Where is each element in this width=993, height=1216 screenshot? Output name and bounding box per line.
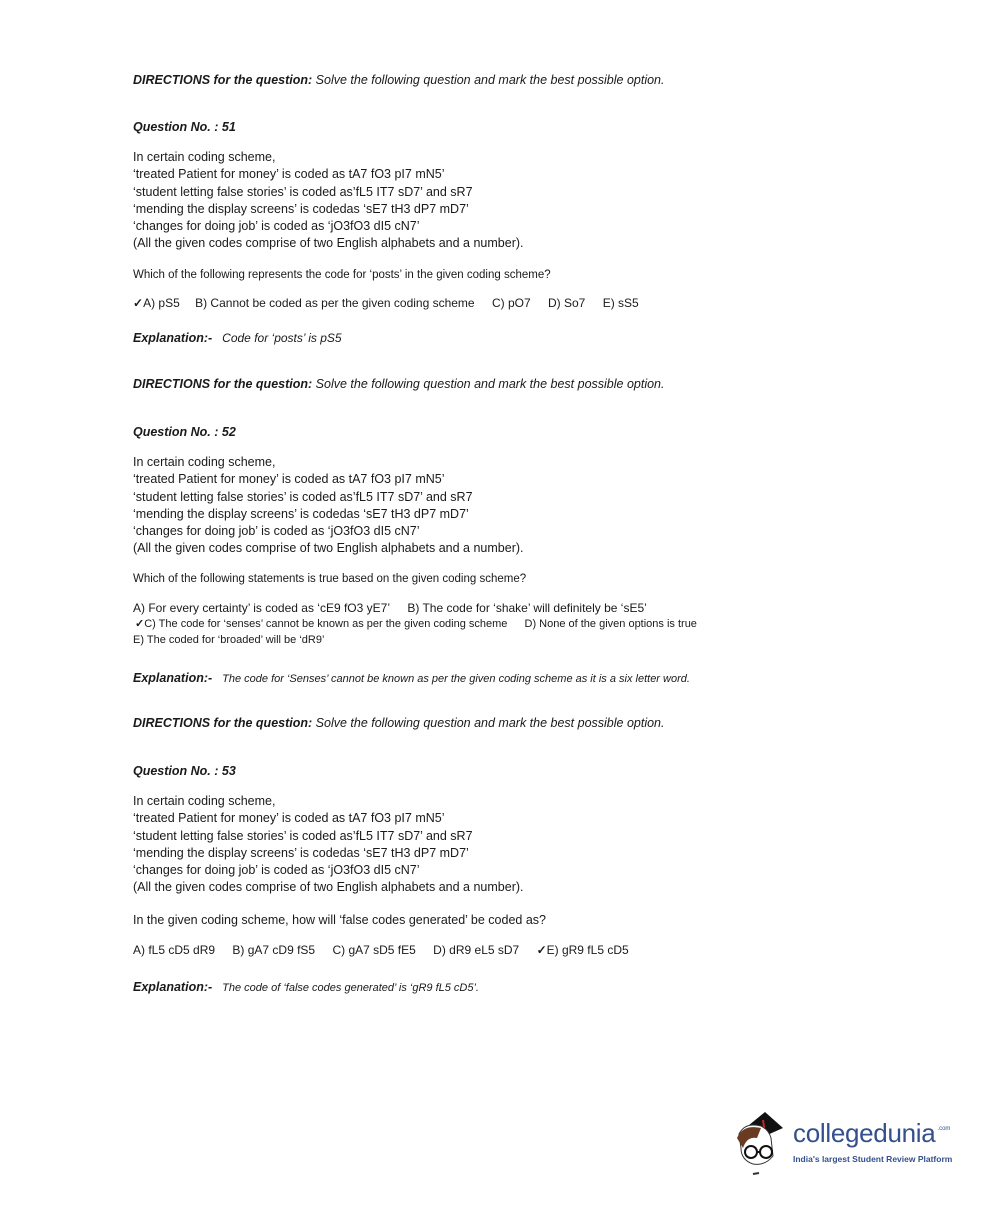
question-number: Question No. : 52	[133, 425, 236, 439]
option-d: D) None of the given options is true	[524, 618, 697, 630]
option-c	[135, 618, 507, 630]
explanation-text: Code for ‘posts’ is pS5	[222, 331, 342, 345]
option-e	[537, 943, 629, 957]
option-label: E) gR9 fL5 cD5	[546, 943, 629, 957]
options	[133, 943, 643, 957]
scheme-line: (All the given codes comprise of two English alphabets and a number).	[133, 236, 524, 251]
option-label: C) The code for ‘senses’ cannot be known as per the given coding scheme	[144, 618, 508, 630]
options	[133, 296, 653, 310]
scheme-line: ‘changes for doing job’ is coded as ‘jO3fO3 dI5 cN7’	[133, 524, 420, 539]
explanation-label: Explanation:-	[133, 671, 213, 685]
option-c: C) pO7	[491, 296, 531, 310]
explanation-label: Explanation:-	[133, 331, 213, 345]
directions-text: Solve the following question and mark the best possible option.	[315, 73, 665, 87]
explanation	[133, 671, 690, 685]
options	[133, 601, 661, 615]
scheme-line: In certain coding scheme,	[133, 794, 276, 808]
option-c: C) gA7 sD5 fE5	[332, 943, 416, 957]
option-b: B) gA7 cD9 fS5	[232, 943, 316, 957]
directions-label: DIRECTIONS for the question:	[133, 377, 313, 391]
checkmark-icon: ✓	[133, 296, 144, 310]
scheme-line: In certain coding scheme,	[133, 455, 276, 469]
directions-text: Solve the following question and mark the best possible option.	[315, 377, 665, 391]
scheme-line: (All the given codes comprise of two English alphabets and a number).	[133, 880, 524, 895]
scheme-line: ‘treated Patient for money’ is coded as tA7 fO3 pI7 mN5’	[133, 811, 445, 826]
scheme-line: ‘treated Patient for money’ is coded as tA7 fO3 pI7 mN5’	[133, 167, 445, 182]
scheme-line: ‘treated Patient for money’ is coded as tA7 fO3 pI7 mN5’	[133, 472, 445, 487]
question-text: Which of the following statements is true based on the given coding scheme?	[133, 573, 527, 585]
scheme-line: ‘student letting false stories’ is coded as’fL5 IT7 sD7’ and sR7	[133, 489, 473, 504]
logo-wordrow	[793, 1118, 952, 1148]
explanation	[133, 980, 479, 994]
coding-scheme	[133, 793, 524, 897]
scheme-line: ‘changes for doing job’ is coded as ‘jO3fO3 dI5 cN7’	[133, 219, 420, 234]
options	[135, 617, 711, 630]
scheme-line: ‘student letting false stories’ is coded as’fL5 IT7 sD7’ and sR7	[133, 184, 473, 199]
explanation-text: The code of ‘false codes generated’ is ‘gR9 fL5 cD5’.	[222, 982, 479, 994]
scheme-line: ‘changes for doing job’ is coded as ‘jO3fO3 dI5 cN7’	[133, 863, 420, 878]
logo-suffix: .com	[937, 1126, 951, 1132]
explanation-label: Explanation:-	[133, 980, 213, 994]
mascot-icon	[735, 1108, 793, 1183]
option-a: A) For every certainty’ is coded as ‘cE9 fO3 yE7’	[133, 601, 390, 615]
directions-label: DIRECTIONS for the question:	[133, 716, 313, 730]
option-a	[133, 296, 180, 310]
option-e: E) sS5	[602, 296, 639, 310]
directions-label: DIRECTIONS for the question:	[133, 73, 313, 87]
option-b: B) Cannot be coded as per the given coding scheme	[195, 296, 475, 310]
directions-text: Solve the following question and mark the best possible option.	[315, 716, 665, 730]
scheme-line: In certain coding scheme,	[133, 150, 276, 164]
logo-wordmark: collegedunia	[793, 1118, 936, 1148]
checkmark-icon: ✓	[536, 943, 547, 957]
directions	[133, 377, 664, 391]
explanation	[133, 331, 342, 345]
directions	[133, 73, 664, 87]
logo-text	[793, 1118, 952, 1164]
collegedunia-logo	[735, 1108, 985, 1188]
coding-scheme	[133, 454, 524, 558]
logo-tagline: India's largest Student Review Platform	[793, 1154, 953, 1164]
scheme-line: ‘mending the display screens’ is codedas ‘sE7 tH3 dP7 mD7’	[133, 845, 469, 860]
scheme-line: ‘student letting false stories’ is coded as’fL5 IT7 sD7’ and sR7	[133, 828, 473, 843]
option-d: D) dR9 eL5 sD7	[433, 943, 520, 957]
scheme-line: (All the given codes comprise of two English alphabets and a number).	[133, 541, 524, 556]
coding-scheme	[133, 149, 524, 253]
option-a: A) fL5 cD5 dR9	[133, 943, 216, 957]
checkmark-icon: ✓	[135, 618, 145, 630]
scheme-line: ‘mending the display screens’ is codedas ‘sE7 tH3 dP7 mD7’	[133, 506, 469, 521]
directions	[133, 716, 664, 730]
option-label: A) pS5	[143, 296, 180, 310]
option-b: B) The code for ‘shake’ will definitely be ‘sE5’	[407, 601, 647, 615]
question-number: Question No. : 53	[133, 764, 236, 778]
question-text: In the given coding scheme, how will ‘false codes generated’ be coded as?	[133, 913, 546, 927]
scheme-line: ‘mending the display screens’ is codedas ‘sE7 tH3 dP7 mD7’	[133, 201, 469, 216]
option-e: E) The coded for ‘broaded’ will be ‘dR9’	[133, 634, 325, 646]
explanation-text: The code for ‘Senses’ cannot be known as per the given coding scheme as it is a six letter word.	[222, 673, 690, 685]
option-d: D) So7	[547, 296, 586, 310]
question-number: Question No. : 51	[133, 120, 236, 134]
question-text: Which of the following represents the code for ‘posts’ in the given coding scheme?	[133, 269, 551, 281]
